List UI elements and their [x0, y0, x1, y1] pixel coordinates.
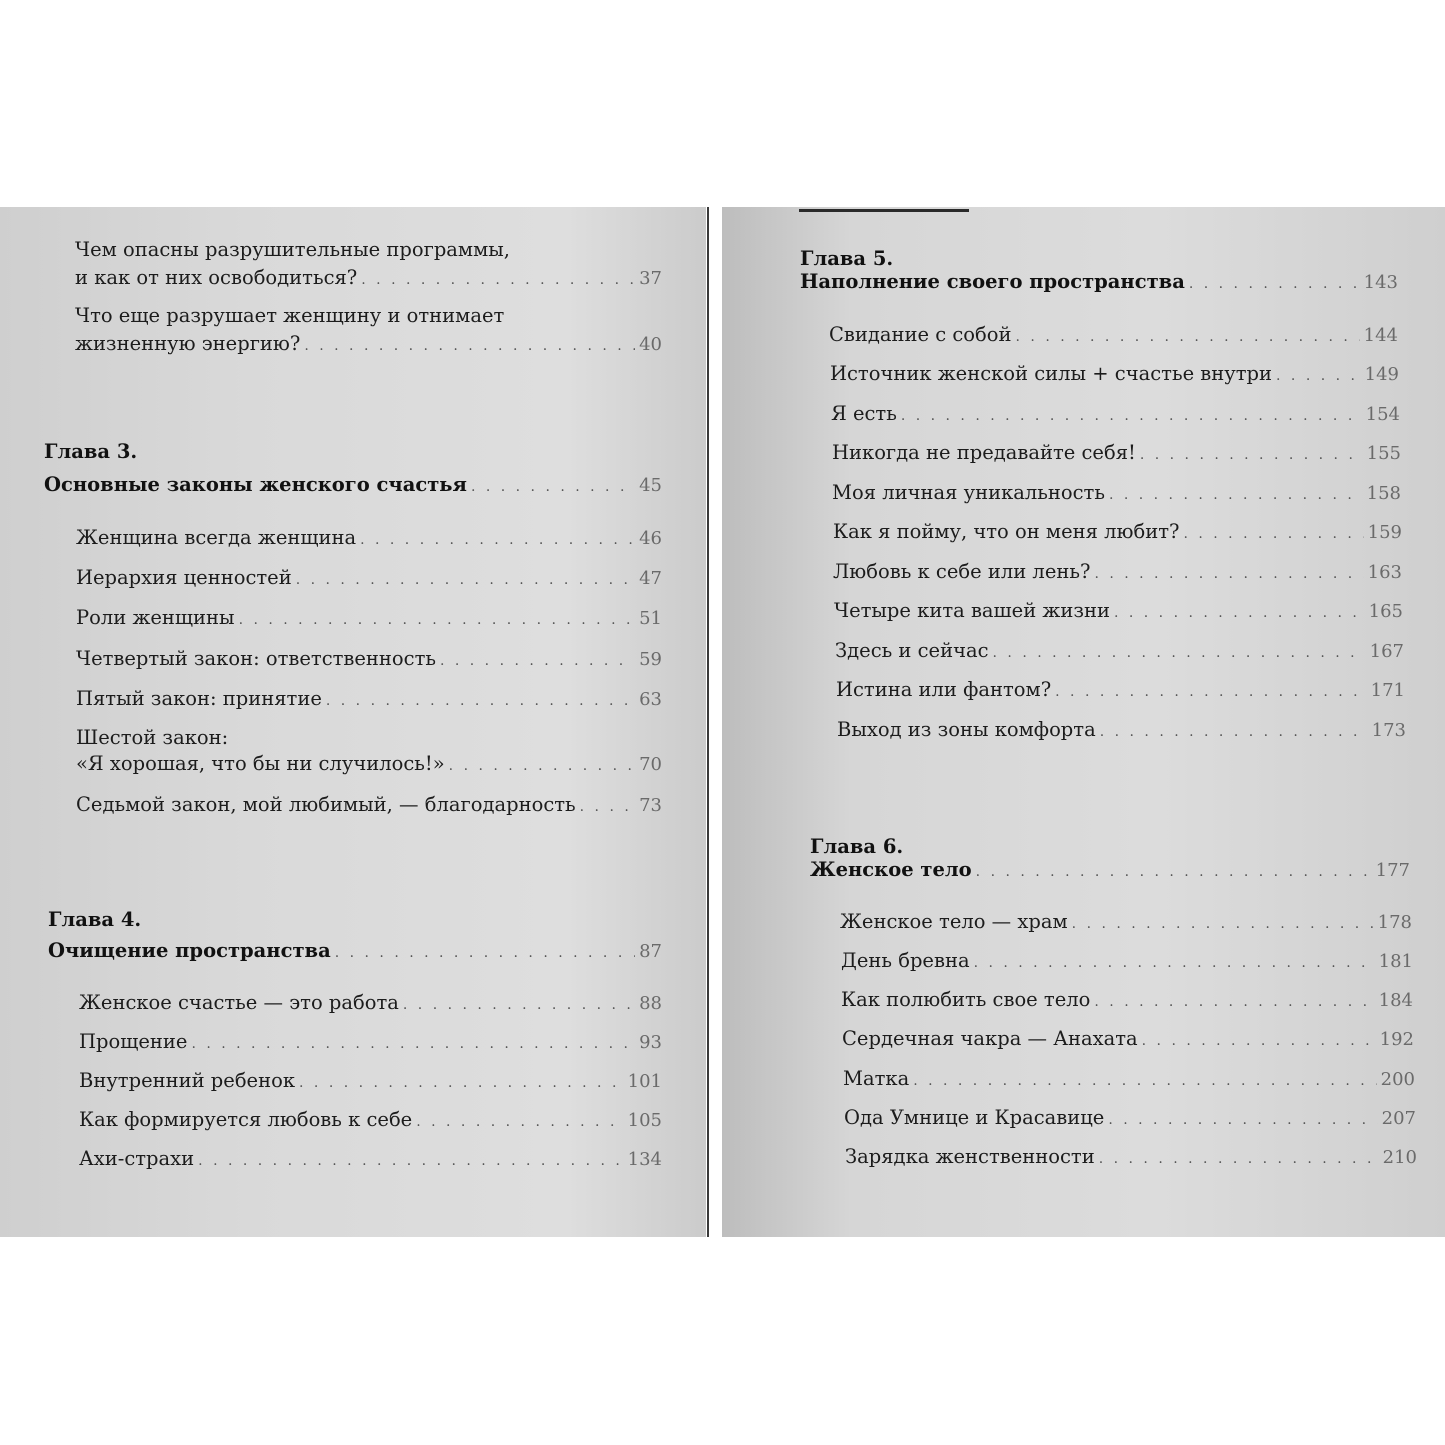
leader-dots — [403, 993, 635, 1017]
toc-entry[interactable] — [829, 323, 1398, 349]
toc-page-number: 158 — [1366, 483, 1401, 504]
chapter-title: Женское тело — [810, 858, 972, 881]
toc-page-number: 40 — [639, 334, 662, 355]
toc-entry-text: Прощение — [79, 1030, 188, 1053]
toc-page-number: 105 — [627, 1110, 662, 1131]
toc-entry-text: Матка — [843, 1067, 910, 1090]
toc-entry[interactable] — [844, 1106, 1416, 1132]
leader-dots — [1094, 990, 1374, 1014]
toc-entry-text: Внутренний ребенок — [79, 1069, 296, 1092]
toc-entry[interactable] — [843, 1067, 1415, 1093]
leader-dots — [198, 1149, 623, 1173]
toc-page-number: 210 — [1382, 1147, 1417, 1168]
toc-entry-text: «Я хорошая, что бы ни случилось!» — [76, 752, 445, 775]
toc-page-number: 154 — [1365, 404, 1400, 425]
toc-entry[interactable] — [79, 1030, 662, 1056]
toc-entry[interactable] — [79, 1069, 662, 1095]
toc-entry[interactable] — [79, 1147, 662, 1173]
toc-entry[interactable] — [837, 718, 1406, 744]
leader-dots — [974, 951, 1375, 975]
toc-entry-text: Седьмой закон, мой любимый, — благодарность — [76, 793, 576, 816]
top-rule — [799, 209, 969, 212]
leader-dots — [1100, 720, 1368, 744]
chapter-heading[interactable] — [48, 939, 662, 965]
toc-entry[interactable] — [841, 949, 1413, 975]
toc-page-number: 134 — [627, 1149, 662, 1170]
toc-entry-line1: Чем опасны разрушительные программы, — [75, 238, 510, 261]
toc-entry-text: Женщина всегда женщина — [76, 526, 357, 549]
toc-entry[interactable] — [831, 402, 1400, 428]
leader-dots — [296, 568, 635, 592]
toc-entry[interactable] — [76, 526, 662, 552]
right-page — [722, 207, 1445, 1237]
toc-page-number: 149 — [1364, 364, 1399, 385]
toc-entry[interactable] — [830, 362, 1399, 388]
leader-dots — [304, 334, 635, 358]
toc-entry-text: Сердечная чакра — Анахата — [842, 1027, 1138, 1050]
toc-page-number: 184 — [1378, 990, 1413, 1011]
leader-dots — [335, 941, 635, 965]
toc-page-number: 177 — [1375, 860, 1410, 881]
leader-dots — [416, 1110, 623, 1134]
toc-entry[interactable] — [76, 606, 662, 632]
toc-entry-text: Я есть — [831, 402, 897, 425]
toc-entry-text: Истина или фантом? — [836, 678, 1052, 701]
leader-dots — [299, 1071, 624, 1095]
toc-entry-text: Как формируется любовь к себе — [79, 1108, 413, 1131]
toc-entry-text: Выход из зоны комфорта — [837, 718, 1096, 741]
toc-page-number: 143 — [1363, 272, 1398, 293]
toc-entry-text: Женское тело — храм — [840, 910, 1068, 933]
toc-page-number: 51 — [639, 608, 662, 629]
toc-page-number: 181 — [1378, 951, 1413, 972]
toc-entry[interactable] — [833, 560, 1402, 586]
toc-entry-text: День бревна — [841, 949, 970, 972]
leader-dots — [360, 528, 635, 552]
chapter-label: Глава 5. — [800, 247, 894, 270]
toc-entry[interactable] — [832, 481, 1401, 507]
leader-dots — [440, 649, 635, 673]
toc-page-number: 45 — [639, 475, 662, 496]
toc-page-number: 165 — [1368, 601, 1403, 622]
toc-entry-text: Ахи-страхи — [79, 1147, 195, 1170]
toc-entry[interactable] — [75, 332, 662, 358]
leader-dots — [1108, 1108, 1377, 1132]
toc-entry[interactable] — [840, 910, 1412, 936]
leader-dots — [1016, 325, 1360, 349]
toc-entry-text: Как я пойму, что он меня любит? — [833, 520, 1180, 543]
chapter-label: Глава 4. — [48, 908, 142, 931]
toc-entry-line1: Что еще разрушает женщину и отнимает — [75, 304, 505, 327]
toc-entry[interactable] — [834, 599, 1403, 625]
toc-entry[interactable] — [76, 752, 662, 778]
chapter-heading[interactable] — [800, 270, 1398, 296]
toc-entry-text: Как полюбить свое тело — [841, 988, 1091, 1011]
toc-entry-text: и как от них освободиться? — [75, 266, 358, 289]
leader-dots — [191, 1032, 635, 1056]
leader-dots — [471, 475, 635, 499]
leader-dots — [976, 860, 1372, 884]
leader-dots — [1094, 562, 1363, 586]
toc-entry-text: Любовь к себе или лень? — [833, 560, 1091, 583]
toc-page-number: 178 — [1377, 912, 1412, 933]
toc-page-number: 63 — [639, 689, 662, 710]
spine-edge — [707, 207, 709, 1237]
leader-dots — [361, 268, 635, 292]
toc-entry[interactable] — [833, 520, 1402, 546]
leader-dots — [580, 795, 635, 819]
book-spread — [0, 207, 1445, 1237]
leader-dots — [1099, 1147, 1379, 1171]
leader-dots — [993, 641, 1366, 665]
toc-page-number: 207 — [1381, 1108, 1416, 1129]
toc-page-number: 163 — [1367, 562, 1402, 583]
leader-dots — [239, 608, 636, 632]
toc-entry[interactable] — [842, 1027, 1414, 1053]
chapter-heading[interactable] — [810, 858, 1410, 884]
toc-entry[interactable] — [76, 566, 662, 592]
toc-entry-text: Зарядка женственности — [845, 1145, 1095, 1168]
toc-page-number: 192 — [1379, 1029, 1414, 1050]
toc-entry-text: Ода Умнице и Красавице — [844, 1106, 1105, 1129]
leader-dots — [1189, 272, 1360, 296]
chapter-title: Основные законы женского счастья — [44, 473, 467, 496]
leader-dots — [1183, 522, 1363, 546]
toc-entry-text: жизненную энергию? — [75, 332, 301, 355]
toc-entry[interactable] — [835, 639, 1404, 665]
toc-entry[interactable] — [76, 647, 662, 673]
leader-dots — [1114, 601, 1365, 625]
toc-page-number: 93 — [639, 1032, 662, 1053]
toc-entry[interactable] — [79, 991, 662, 1017]
toc-page-number: 70 — [639, 754, 662, 775]
toc-entry[interactable] — [845, 1145, 1417, 1171]
toc-page-number: 87 — [639, 941, 662, 962]
leader-dots — [901, 404, 1362, 428]
toc-page-number: 171 — [1370, 680, 1405, 701]
leader-dots — [449, 754, 635, 778]
toc-page-number: 144 — [1363, 325, 1398, 346]
toc-entry[interactable] — [836, 678, 1405, 704]
leader-dots — [913, 1069, 1376, 1093]
toc-page-number: 59 — [639, 649, 662, 670]
toc-page-number: 155 — [1366, 443, 1401, 464]
leader-dots — [1109, 483, 1363, 507]
chapter-label: Глава 3. — [44, 440, 138, 463]
toc-entry-text: Женское счастье — это работа — [79, 991, 399, 1014]
chapter-title: Наполнение своего пространства — [800, 270, 1185, 293]
toc-page-number: 37 — [639, 268, 662, 289]
leader-dots — [1055, 680, 1366, 704]
toc-entry-text: Источник женской силы + счастье внутри — [830, 362, 1273, 385]
toc-entry-text: Иерархия ценностей — [76, 566, 292, 589]
toc-entry-text: Никогда не предавайте себя! — [832, 441, 1136, 464]
toc-entry-text: Четвертый закон: ответственность — [76, 647, 436, 670]
chapter-heading[interactable] — [44, 473, 662, 499]
left-page — [0, 207, 708, 1237]
toc-page-number: 200 — [1380, 1069, 1415, 1090]
toc-page-number: 167 — [1369, 641, 1404, 662]
toc-entry[interactable] — [832, 441, 1401, 467]
toc-entry-text: Здесь и сейчас — [835, 639, 989, 662]
toc-page-number: 88 — [639, 993, 662, 1014]
toc-entry[interactable] — [75, 266, 662, 292]
toc-page-number: 46 — [639, 528, 662, 549]
toc-page-number: 47 — [639, 568, 662, 589]
toc-page-number: 159 — [1367, 522, 1402, 543]
leader-dots — [1142, 1029, 1376, 1053]
leader-dots — [1140, 443, 1363, 467]
toc-entry-text: Роли женщины — [76, 606, 235, 629]
toc-entry-text: Моя личная уникальность — [832, 481, 1105, 504]
toc-entry[interactable] — [79, 1108, 662, 1134]
toc-page-number: 73 — [639, 795, 662, 816]
toc-entry[interactable] — [841, 988, 1413, 1014]
toc-entry-text: Свидание с собой — [829, 323, 1012, 346]
toc-page-number: 173 — [1371, 720, 1406, 741]
toc-entry[interactable] — [76, 793, 662, 819]
toc-entry-line1: Шестой закон: — [76, 726, 229, 749]
toc-entry-text: Пятый закон: принятие — [76, 687, 322, 710]
toc-entry[interactable] — [76, 687, 662, 713]
toc-entry-text: Четыре кита вашей жизни — [834, 599, 1110, 622]
chapter-title: Очищение пространства — [48, 939, 331, 962]
toc-page-number: 101 — [627, 1071, 662, 1092]
leader-dots — [1072, 912, 1374, 936]
leader-dots — [1276, 364, 1361, 388]
leader-dots — [326, 689, 635, 713]
chapter-label: Глава 6. — [810, 835, 904, 858]
